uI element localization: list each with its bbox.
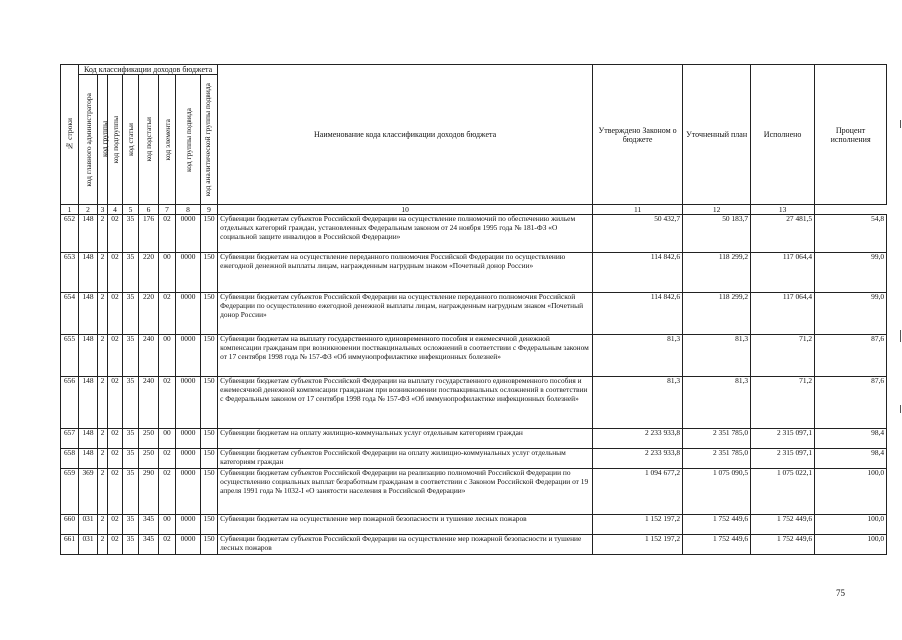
row-code: 2 — [98, 335, 108, 377]
row-executed: 71,2 — [751, 335, 815, 377]
row-description: Субвенции бюджетам на выплату государственного единовременного пособия и ежемесячной денежной компенсации гражданам при возникновении поствакцинальных осложнений в соответствии с Федеральным законом от 17 сентября 1998 года № 157-ФЗ «Об иммунопрофилактике инфекционных болезней» — [218, 335, 593, 377]
row-number: 660 — [61, 515, 79, 535]
page-number: 75 — [836, 588, 845, 598]
row-description: Субвенции бюджетам субъектов Российской Федерации на осуществление переданного полномочия Российской Федерации по осуществлению ежегодной денежной выплаты лицам, награжденным нагрудным знаком «Почетный донор России» — [218, 293, 593, 335]
row-code: 02 — [159, 215, 176, 253]
row-code: 150 — [201, 449, 218, 469]
row-code: 250 — [139, 449, 159, 469]
row-code: 02 — [108, 449, 123, 469]
row-number: 654 — [61, 293, 79, 335]
table-row — [61, 515, 887, 535]
row-code: 02 — [108, 535, 123, 555]
row-code: 150 — [201, 469, 218, 515]
col-number: 4 — [108, 205, 123, 215]
row-approved: 1 152 197,2 — [593, 515, 683, 535]
header-percent: Процент исполнения — [815, 65, 887, 205]
header-code: код статьи — [123, 75, 139, 205]
table-row — [61, 429, 887, 449]
row-code: 345 — [139, 515, 159, 535]
row-code: 148 — [79, 215, 98, 253]
row-executed: 1 075 022,1 — [751, 469, 815, 515]
row-code: 031 — [79, 515, 98, 535]
row-code: 150 — [201, 515, 218, 535]
scan-mark — [900, 120, 901, 128]
row-percent: 87,6 — [815, 377, 887, 429]
row-number: 661 — [61, 535, 79, 555]
row-code: 00 — [159, 253, 176, 293]
row-code: 148 — [79, 429, 98, 449]
row-approved: 2 233 933,8 — [593, 429, 683, 449]
col-number: 6 — [139, 205, 159, 215]
row-code: 150 — [201, 293, 218, 335]
row-code: 148 — [79, 253, 98, 293]
row-executed: 1 752 449,6 — [751, 535, 815, 555]
row-revised: 1 075 090,5 — [683, 469, 751, 515]
row-code: 0000 — [176, 469, 201, 515]
row-executed: 27 481,5 — [751, 215, 815, 253]
row-code: 148 — [79, 449, 98, 469]
row-code: 02 — [159, 449, 176, 469]
col-number: 10 — [218, 205, 593, 215]
table-row — [61, 215, 887, 253]
row-description: Субвенции бюджетам субъектов Российской Федерации на реализацию полномочий Российской Федерации по осуществлению социальных выплат безработным гражданам в соответствии с Законом Российской Федерации от 19 апреля 1991 года № 1032-I «О занятости населения в Российской Федерации» — [218, 469, 593, 515]
col-number: 11 — [593, 205, 683, 215]
table-row — [61, 293, 887, 335]
row-approved: 2 233 933,8 — [593, 449, 683, 469]
row-percent: 98,4 — [815, 429, 887, 449]
row-code: 250 — [139, 429, 159, 449]
row-code: 0000 — [176, 535, 201, 555]
row-revised: 81,3 — [683, 335, 751, 377]
row-percent: 100,0 — [815, 469, 887, 515]
row-code: 220 — [139, 293, 159, 335]
header-name: Наименование кода классификации доходов бюджета — [218, 65, 593, 205]
row-code: 148 — [79, 377, 98, 429]
row-code: 150 — [201, 215, 218, 253]
row-code: 02 — [108, 515, 123, 535]
row-code: 0000 — [176, 377, 201, 429]
row-code: 35 — [123, 293, 139, 335]
col-number: 7 — [159, 205, 176, 215]
row-code: 148 — [79, 293, 98, 335]
col-number: 1 — [61, 205, 79, 215]
col-number: 2 — [79, 205, 98, 215]
row-approved: 81,3 — [593, 335, 683, 377]
col-number: 13 — [751, 205, 815, 215]
row-executed: 2 315 097,1 — [751, 429, 815, 449]
row-revised: 118 299,2 — [683, 253, 751, 293]
header-row-no: № строки — [61, 65, 79, 205]
row-code: 02 — [108, 293, 123, 335]
row-code: 02 — [108, 215, 123, 253]
table-row — [61, 335, 887, 377]
row-code: 35 — [123, 515, 139, 535]
header-code: код группы подвида — [176, 75, 201, 205]
row-executed: 1 752 449,6 — [751, 515, 815, 535]
header-classification-group: Код классификации доходов бюджета — [79, 65, 218, 75]
row-code: 35 — [123, 429, 139, 449]
row-code: 2 — [98, 377, 108, 429]
row-number: 653 — [61, 253, 79, 293]
col-number: 9 — [201, 205, 218, 215]
row-code: 02 — [108, 335, 123, 377]
row-description: Субвенции бюджетам субъектов Российской Федерации на выплату государственного единовременного пособия и ежемесячной денежной компенсации гражданам при возникновении поствакцинальных осложнений в соответствии с Федеральным законом от 17 сентября 1998 года № 157-ФЗ «Об иммунопрофилактике инфекционных болезней» — [218, 377, 593, 429]
row-number: 659 — [61, 469, 79, 515]
row-number: 652 — [61, 215, 79, 253]
row-code: 150 — [201, 377, 218, 429]
row-code: 345 — [139, 535, 159, 555]
row-approved: 114 842,6 — [593, 293, 683, 335]
row-code: 2 — [98, 469, 108, 515]
row-code: 0000 — [176, 215, 201, 253]
row-code: 02 — [108, 429, 123, 449]
table-row — [61, 377, 887, 429]
row-revised: 50 183,7 — [683, 215, 751, 253]
row-code: 02 — [159, 293, 176, 335]
row-code: 35 — [123, 449, 139, 469]
table-row — [61, 449, 887, 469]
row-approved: 114 842,6 — [593, 253, 683, 293]
col-number: 5 — [123, 205, 139, 215]
row-code: 2 — [98, 449, 108, 469]
row-executed: 2 315 097,1 — [751, 449, 815, 469]
row-code: 369 — [79, 469, 98, 515]
col-number: 3 — [98, 205, 108, 215]
row-code: 148 — [79, 335, 98, 377]
row-code: 02 — [108, 469, 123, 515]
scan-mark — [900, 405, 901, 413]
row-code: 02 — [159, 377, 176, 429]
row-revised: 2 351 785,0 — [683, 449, 751, 469]
row-code: 0000 — [176, 253, 201, 293]
row-description: Субвенции бюджетам на осуществление мер пожарной безопасности и тушение лесных пожаров — [218, 515, 593, 535]
row-revised: 2 351 785,0 — [683, 429, 751, 449]
row-code: 35 — [123, 215, 139, 253]
row-code: 220 — [139, 253, 159, 293]
row-code: 02 — [159, 535, 176, 555]
row-code: 2 — [98, 253, 108, 293]
row-code: 240 — [139, 377, 159, 429]
row-approved: 81,3 — [593, 377, 683, 429]
row-code: 150 — [201, 535, 218, 555]
row-number: 655 — [61, 335, 79, 377]
row-revised: 81,3 — [683, 377, 751, 429]
row-number: 658 — [61, 449, 79, 469]
row-percent: 87,6 — [815, 335, 887, 377]
header-code: код главного администратора — [79, 75, 98, 205]
row-code: 0000 — [176, 429, 201, 449]
row-revised: 1 752 449,6 — [683, 515, 751, 535]
row-percent: 99,0 — [815, 253, 887, 293]
row-number: 656 — [61, 377, 79, 429]
row-description: Субвенции бюджетам субъектов Российской Федерации на оплату жилищно-коммунальных услуг отдельным категориям граждан — [218, 449, 593, 469]
row-code: 02 — [159, 469, 176, 515]
row-code: 2 — [98, 293, 108, 335]
row-approved: 1 094 677,2 — [593, 469, 683, 515]
col-number: 8 — [176, 205, 201, 215]
row-code: 0000 — [176, 449, 201, 469]
row-revised: 118 299,2 — [683, 293, 751, 335]
row-code: 35 — [123, 535, 139, 555]
row-approved: 50 432,7 — [593, 215, 683, 253]
table-row — [61, 535, 887, 555]
table-row — [61, 253, 887, 293]
row-code: 02 — [108, 253, 123, 293]
row-percent: 98,4 — [815, 449, 887, 469]
row-code: 240 — [139, 335, 159, 377]
row-code: 150 — [201, 429, 218, 449]
row-executed: 117 064,4 — [751, 253, 815, 293]
row-code: 0000 — [176, 515, 201, 535]
row-description: Субвенции бюджетам на оплату жилищно-коммунальных услуг отдельным категориям граждан — [218, 429, 593, 449]
row-code: 031 — [79, 535, 98, 555]
row-description: Субвенции бюджетам субъектов Российской Федерации на осуществление полномочий по обеспечению жильем отдельных категорий граждан, установленных Федеральным законом от 24 ноября 1995 года № 181-ФЗ «О социальной защите инвалидов в Российской Федерации» — [218, 215, 593, 253]
row-code: 2 — [98, 215, 108, 253]
row-code: 35 — [123, 253, 139, 293]
row-percent: 99,0 — [815, 293, 887, 335]
header-executed: Исполнено — [751, 65, 815, 205]
row-percent: 100,0 — [815, 515, 887, 535]
row-percent: 54,8 — [815, 215, 887, 253]
header-code: код подгруппы — [108, 75, 123, 205]
row-code: 02 — [108, 377, 123, 429]
row-executed: 117 064,4 — [751, 293, 815, 335]
row-code: 00 — [159, 515, 176, 535]
header-code: код аналитической группы подвида — [201, 75, 218, 205]
row-code: 35 — [123, 469, 139, 515]
row-code: 0000 — [176, 293, 201, 335]
row-code: 2 — [98, 515, 108, 535]
row-description: Субвенции бюджетам субъектов Российской Федерации на осуществление мер пожарной безопасности и тушение лесных пожаров — [218, 535, 593, 555]
row-code: 0000 — [176, 335, 201, 377]
header-code: код элемента — [159, 75, 176, 205]
table-row — [61, 469, 887, 515]
row-code: 35 — [123, 377, 139, 429]
row-code: 150 — [201, 335, 218, 377]
row-code: 00 — [159, 335, 176, 377]
row-code: 290 — [139, 469, 159, 515]
col-number: 12 — [683, 205, 751, 215]
row-description: Субвенции бюджетам на осуществление переданного полномочия Российской Федерации по осуществлению ежегодной денежной выплаты лицам, награжденным нагрудным знаком «Почетный донор России» — [218, 253, 593, 293]
column-number-row — [61, 205, 887, 215]
row-code: 2 — [98, 429, 108, 449]
row-approved: 1 152 197,2 — [593, 535, 683, 555]
row-revised: 1 752 449,6 — [683, 535, 751, 555]
row-number: 657 — [61, 429, 79, 449]
table-body — [61, 215, 887, 555]
header-approved: Утверждено Законом о бюджете — [593, 65, 683, 205]
budget-revenue-table — [60, 64, 887, 555]
header-code: код подстатьи — [139, 75, 159, 205]
header-revised: Уточненный план — [683, 65, 751, 205]
row-percent: 100,0 — [815, 535, 887, 555]
scan-mark — [900, 330, 901, 342]
row-code: 00 — [159, 429, 176, 449]
row-code: 2 — [98, 535, 108, 555]
header-code: код группы — [98, 75, 108, 205]
row-executed: 71,2 — [751, 377, 815, 429]
row-code: 150 — [201, 253, 218, 293]
row-code: 35 — [123, 335, 139, 377]
row-code: 176 — [139, 215, 159, 253]
